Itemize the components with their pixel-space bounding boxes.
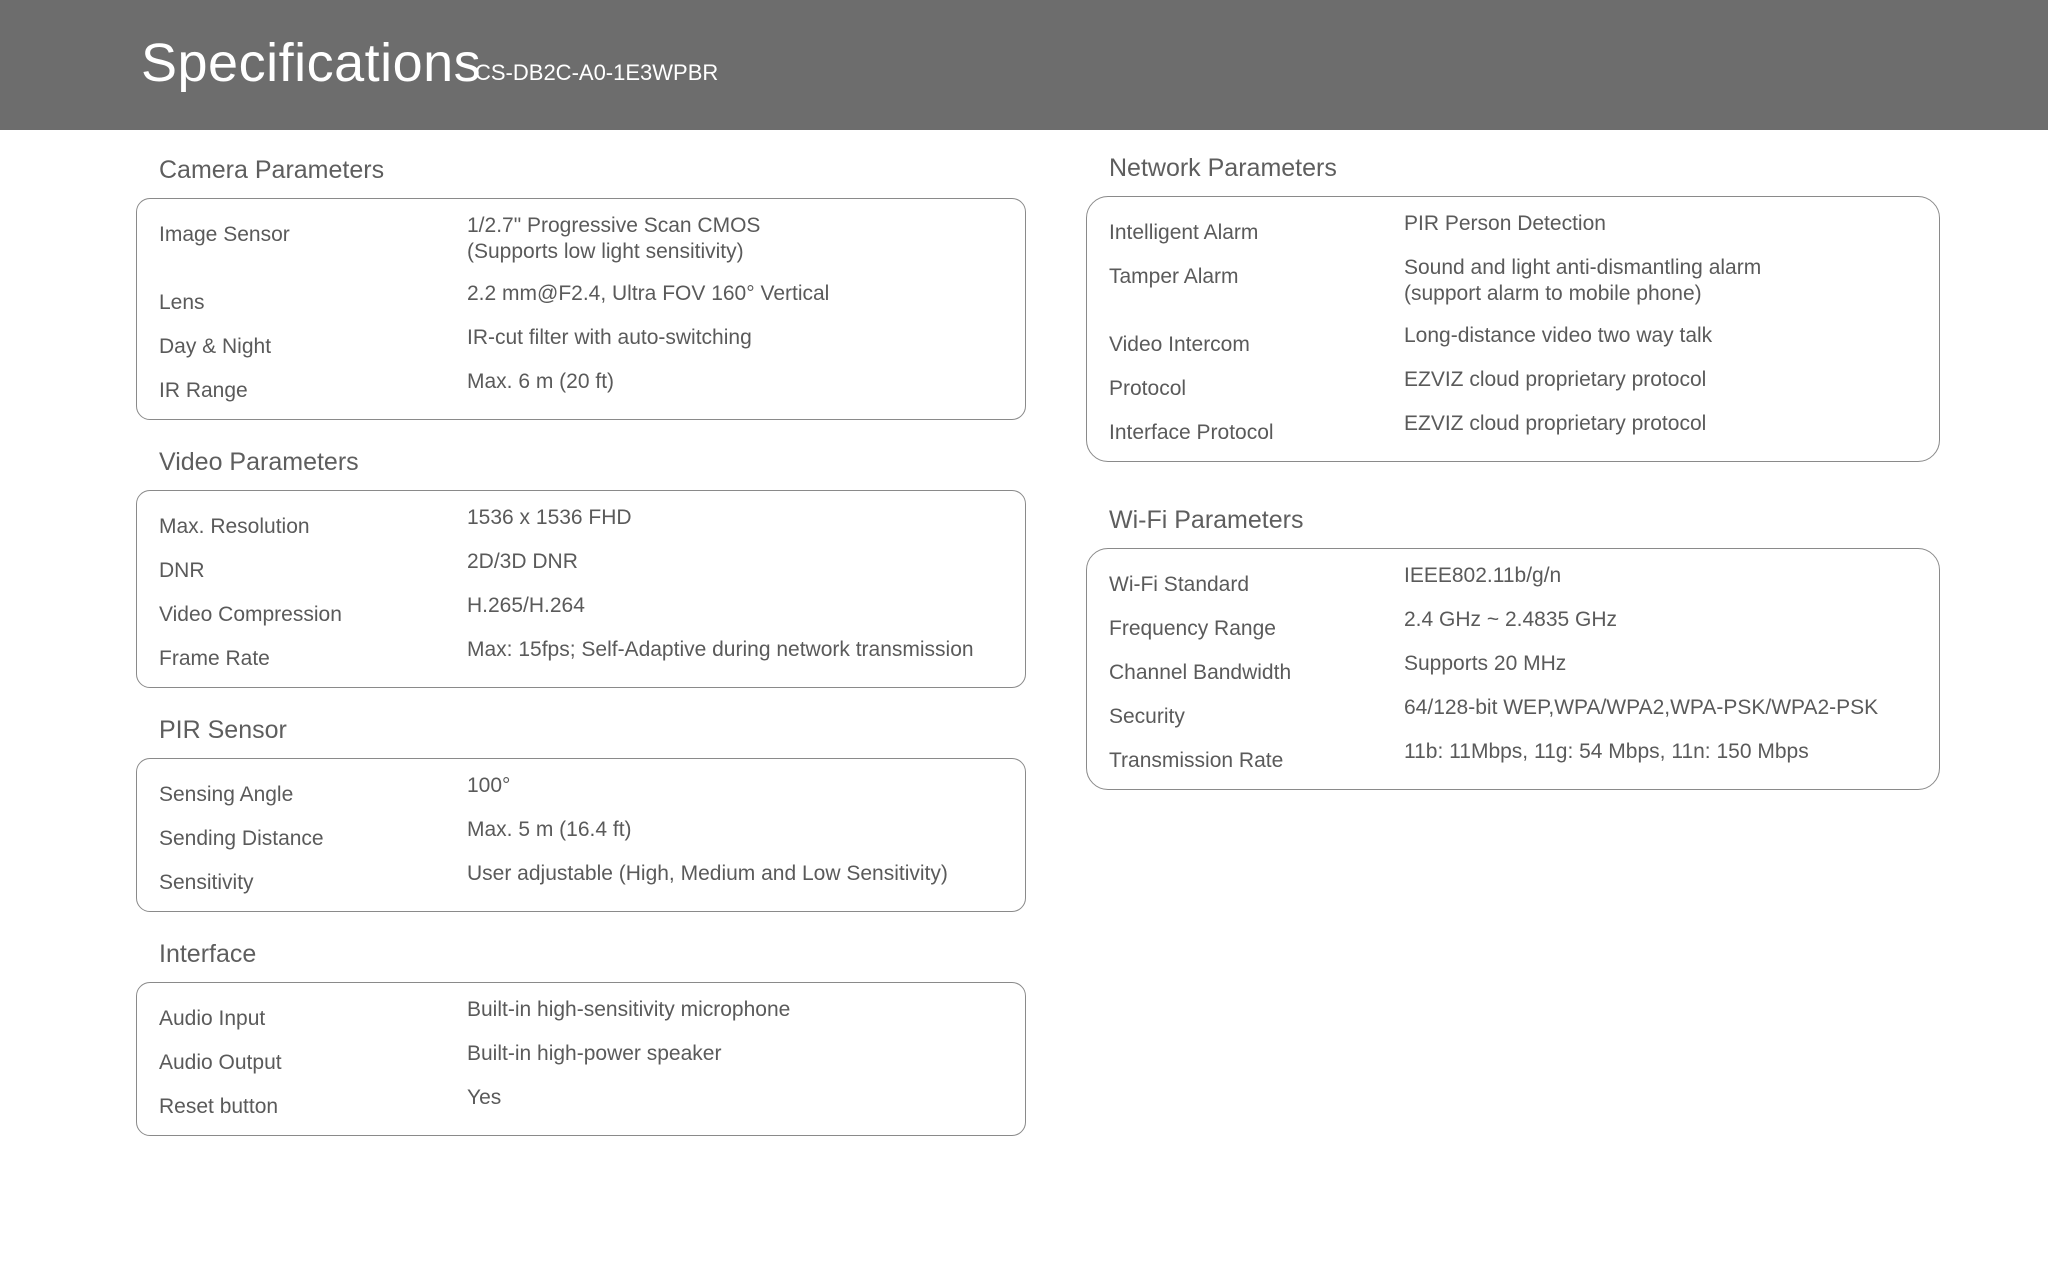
spec-table-camera-parameters [136,198,1026,420]
spec-row-sensing-angle [137,773,1025,817]
spec-table-wi-fi-parameters [1086,548,1940,790]
spec-row-lens [137,281,1025,325]
spec-label: Image Sensor [159,223,290,246]
spec-value: Sound and light anti-dismantling alarm (support alarm to mobile phone) [1404,256,1762,305]
spec-value: H.265/H.264 [467,594,585,617]
spec-table-pir-sensor [136,758,1026,912]
spec-label: Frequency Range [1109,617,1276,640]
spec-row-video-compression [137,593,1025,637]
spec-row-frequency-range [1087,607,1939,651]
spec-label: IR Range [159,379,248,402]
spec-value: 2D/3D DNR [467,550,578,573]
spec-row-protocol [1087,367,1939,411]
model-number: CS-DB2C-A0-1E3WPBR [475,60,719,85]
spec-value: PIR Person Detection [1404,212,1606,235]
spec-row-transmission-rate [1087,739,1939,783]
spec-label: Reset button [159,1095,279,1118]
spec-value: Max: 15fps; Self-Adaptive during network transmission [467,638,974,661]
spec-row-image-sensor [137,213,1025,281]
spec-row-channel-bandwidth [1087,651,1939,695]
spec-row-sensitivity [137,861,1025,905]
left-column [136,150,1026,1158]
spec-row-video-intercom [1087,323,1939,367]
spec-row-audio-output [137,1041,1025,1085]
spec-value: Built-in high-sensitivity microphone [467,998,791,1021]
spec-value: 1/2.7" Progressive Scan CMOS (Supports low light sensitivity) [467,214,761,263]
spec-value: EZVIZ cloud proprietary protocol [1404,368,1707,391]
spec-row-day-night [137,325,1025,369]
spec-label: Audio Output [159,1051,282,1074]
section-title-pir-sensor: PIR Sensor [159,716,287,744]
spec-label: Transmission Rate [1109,749,1284,772]
spec-row-sending-distance [137,817,1025,861]
spec-table-video-parameters [136,490,1026,688]
spec-row-tamper-alarm [1087,255,1939,323]
spec-label: Max. Resolution [159,515,310,538]
page-title: Specifications [141,33,482,93]
spec-label: Audio Input [159,1007,266,1030]
spec-value: Max. 5 m (16.4 ft) [467,818,632,841]
spec-row-max-resolution [137,505,1025,549]
spec-value: EZVIZ cloud proprietary protocol [1404,412,1707,435]
right-column [1086,148,1940,828]
spec-label: Protocol [1109,377,1187,400]
spec-label: Sensitivity [159,871,254,894]
spec-value: Built-in high-power speaker [467,1042,722,1065]
spec-label: Tamper Alarm [1109,265,1239,288]
spec-label: Day & Night [159,335,272,358]
spec-label: Lens [159,291,205,314]
spec-label: Video Intercom [1109,333,1250,356]
spec-row-wi-fi-standard [1087,563,1939,607]
spec-table-interface [136,982,1026,1136]
spec-label: Sending Distance [159,827,324,850]
spec-row-intelligent-alarm [1087,211,1939,255]
spec-value: 100° [467,774,511,797]
section-title-network-parameters: Network Parameters [1109,154,1337,182]
spec-value: 11b: 11Mbps, 11g: 54 Mbps, 11n: 150 Mbps [1404,740,1809,763]
spec-label: Frame Rate [159,647,270,670]
spec-label: Intelligent Alarm [1109,221,1259,244]
spec-value: Max. 6 m (20 ft) [467,370,615,393]
section-title-wi-fi-parameters: Wi-Fi Parameters [1109,506,1304,534]
spec-value: Supports 20 MHz [1404,652,1567,675]
spec-value: 1536 x 1536 FHD [467,506,632,529]
spec-label: Video Compression [159,603,342,626]
section-title-interface: Interface [159,940,257,968]
spec-row-audio-input [137,997,1025,1041]
section-title-camera-parameters: Camera Parameters [159,156,385,184]
spec-value: 64/128-bit WEP,WPA/WPA2,WPA-PSK/WPA2-PSK [1404,696,1879,719]
spec-value: IEEE802.11b/g/n [1404,564,1562,587]
spec-row-security [1087,695,1939,739]
spec-row-frame-rate [137,637,1025,681]
spec-label: Security [1109,705,1185,728]
spec-row-ir-range [137,369,1025,413]
spec-value: Long-distance video two way talk [1404,324,1713,347]
spec-value: Yes [467,1086,502,1109]
spec-value: 2.2 mm@F2.4, Ultra FOV 160° Vertical [467,282,830,305]
spec-value: 2.4 GHz ~ 2.4835 GHz [1404,608,1618,631]
section-title-video-parameters: Video Parameters [159,448,359,476]
spec-value: IR-cut filter with auto-switching [467,326,752,349]
spec-row-reset-button [137,1085,1025,1129]
spec-table-network-parameters [1086,196,1940,462]
spec-label: Interface Protocol [1109,421,1274,444]
spec-row-interface-protocol [1087,411,1939,455]
spec-label: DNR [159,559,205,582]
spec-label: Channel Bandwidth [1109,661,1292,684]
spec-row-dnr [137,549,1025,593]
spec-label: Wi-Fi Standard [1109,573,1250,596]
page-header [0,0,2048,130]
spec-value: User adjustable (High, Medium and Low Sensitivity) [467,862,948,885]
spec-label: Sensing Angle [159,783,294,806]
